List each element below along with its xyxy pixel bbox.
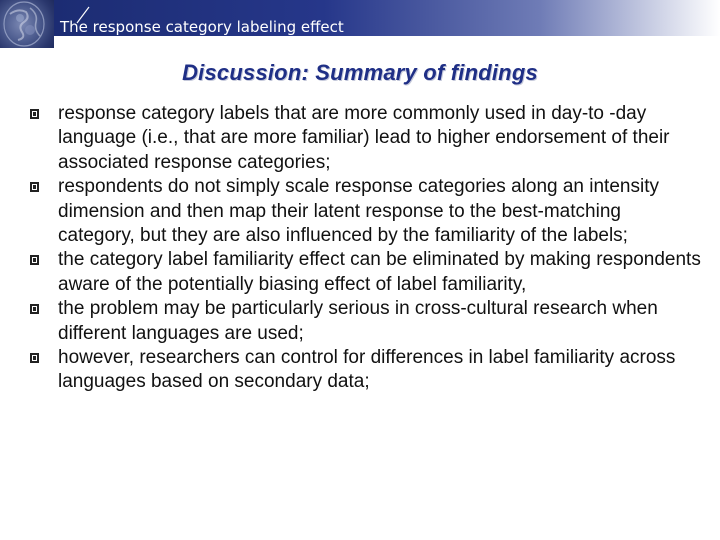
header-title: The response category labeling effect	[60, 18, 344, 36]
bullet-item	[30, 346, 702, 395]
bullet-item	[30, 175, 702, 248]
bullet-item	[30, 102, 702, 175]
slash-decoration-icon	[76, 6, 90, 24]
bullet-text: response category labels that are more commonly used in day-to -day language (i.e., that are more familiar) lead to higher endorsement of their associated response categories;	[58, 103, 670, 173]
square-bullet-icon	[30, 255, 39, 265]
square-bullet-icon	[30, 304, 39, 314]
bullet-list	[30, 102, 702, 395]
slide-title: Discussion: Summary of findings	[182, 60, 538, 85]
bullet-text: respondents do not simply scale response categories along an intensity dimension and then map their latent response to the best-matching category, but they are also influenced by the familiarity of the labels;	[58, 176, 659, 247]
bullet-item	[30, 248, 702, 297]
square-bullet-icon	[30, 109, 39, 119]
square-bullet-icon	[30, 353, 39, 363]
bullet-item	[30, 297, 702, 346]
bullet-text: however, researchers can control for differences in label familiarity across languages based on secondary data;	[58, 347, 676, 393]
bullet-text: the category label familiarity effect can be eliminated by making respondents aware of the potentially biasing effect of label familiarity,	[58, 249, 701, 295]
globe-emblem-icon	[0, 0, 54, 48]
bullet-text: the problem may be particularly serious in cross-cultural research when different languages are used;	[58, 298, 658, 344]
square-bullet-icon	[30, 182, 39, 192]
